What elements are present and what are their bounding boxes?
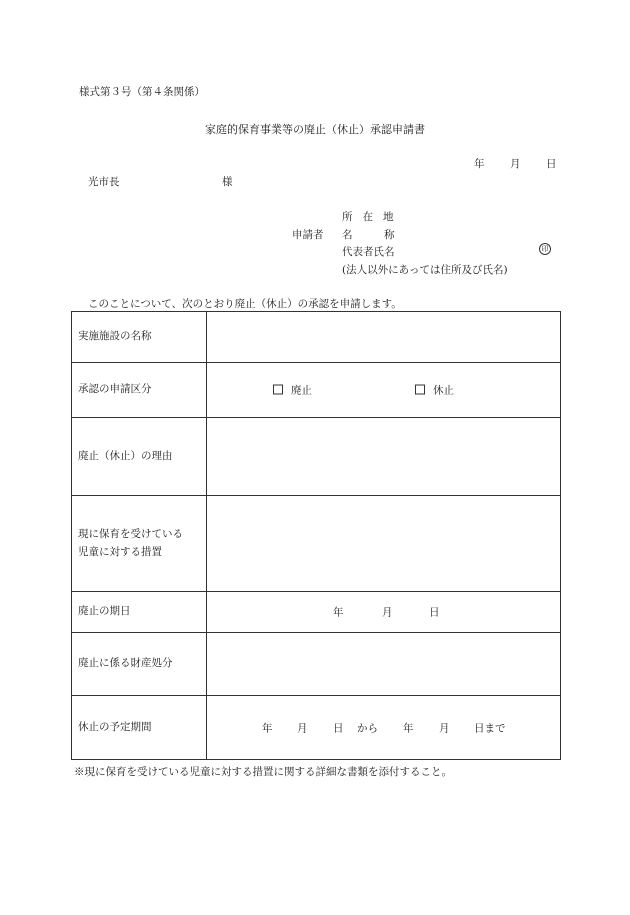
table-row [72, 363, 561, 418]
facility-name-label: 実施施設の名称 [72, 312, 207, 363]
date-day-label: 日 [546, 158, 557, 170]
table-row [72, 696, 561, 760]
table-row [72, 496, 561, 592]
table-row [72, 592, 561, 633]
close-option-label: 廃止 [291, 384, 312, 397]
child-measures-label-line1: 現に保育を受けている [78, 527, 183, 540]
closure-day-label: 日 [429, 606, 440, 619]
address-label: 所在地 [342, 211, 404, 223]
footnote: ※現に保育を受けている児童に対する措置に関する詳細な書類を添付すること。 [74, 766, 452, 778]
table-row [72, 633, 561, 696]
recipient-name: 光市長 [88, 176, 120, 188]
suspension-period-label: 休止の予定期間 [72, 696, 207, 760]
property-disposal-label: 廃止に係る財産処分 [72, 633, 207, 696]
period-end-year-label: 年 [403, 722, 414, 734]
seal-icon: 印 [539, 243, 551, 255]
form-title: 家庭的保育事業等の廃止（休止）承認申請書 [205, 123, 425, 136]
child-measures-field[interactable] [207, 496, 561, 592]
period-end-month-label: 月 [439, 722, 450, 734]
date-year-label: 年 [474, 158, 485, 170]
applicant-note: (法人以外にあっては住所及び氏名) [342, 264, 508, 276]
period-start-month-label: 月 [297, 722, 308, 734]
reason-label: 廃止（休止）の理由 [72, 418, 207, 496]
closure-year-label: 年 [333, 606, 344, 619]
date-month-label: 月 [510, 158, 521, 170]
closure-date-field[interactable] [207, 592, 561, 633]
closure-month-label: 月 [382, 606, 393, 619]
application-table [71, 311, 561, 760]
recipient-honorific: 様 [222, 176, 233, 188]
table-row [72, 312, 561, 363]
intro-text: このことについて、次のとおり廃止（休止）の承認を申請します。 [88, 298, 402, 310]
suspension-period-field[interactable] [207, 696, 561, 760]
application-type-field [207, 363, 561, 418]
period-from-label: から [357, 722, 378, 734]
representative-label: 代表者氏名 [342, 246, 395, 258]
application-type-label: 承認の申請区分 [72, 363, 207, 418]
suspend-checkbox[interactable] [415, 385, 425, 395]
child-measures-label [72, 496, 207, 592]
applicant-label: 申請者 [292, 229, 324, 241]
period-end-day-label: 日まで [474, 722, 506, 734]
closure-date-label: 廃止の期日 [72, 592, 207, 633]
reason-field[interactable] [207, 418, 561, 496]
close-checkbox[interactable] [273, 385, 283, 395]
property-disposal-field[interactable] [207, 633, 561, 696]
period-start-day-label: 日 [333, 722, 344, 734]
period-start-year-label: 年 [262, 722, 273, 734]
facility-name-field[interactable] [207, 312, 561, 363]
child-measures-label-line2: 児童に対する措置 [78, 545, 162, 558]
suspend-option-label: 休止 [433, 384, 454, 397]
close-option[interactable] [273, 383, 312, 398]
name-label: 名 称 [342, 229, 395, 241]
table-row [72, 418, 561, 496]
suspend-option[interactable] [415, 383, 454, 398]
form-number: 様式第３号（第４条関係） [79, 86, 205, 98]
